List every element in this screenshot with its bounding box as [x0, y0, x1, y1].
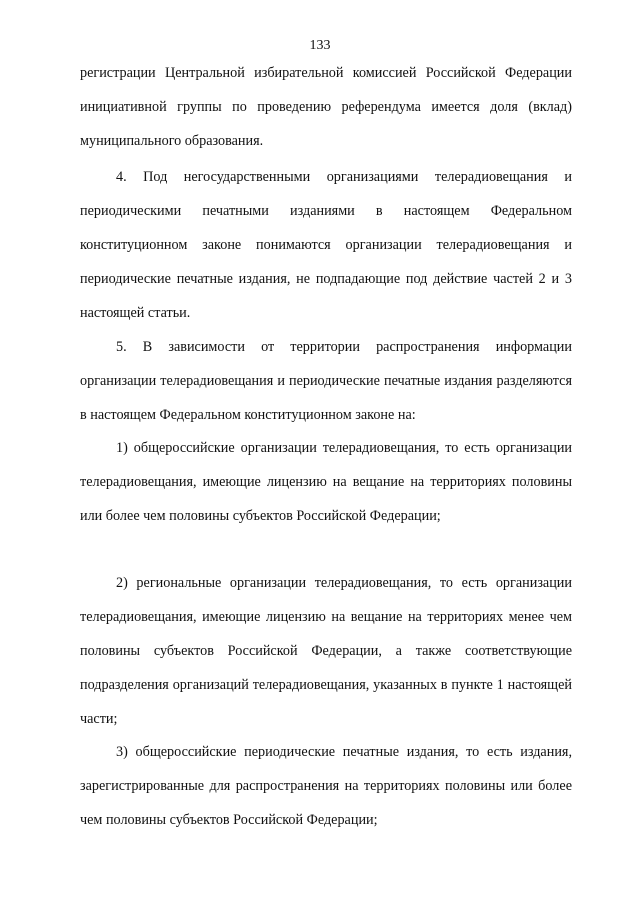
paragraph-text: 5. В зависимости от территории распространения информации организации телерадиовещания и периодические печатные издания разделяются в настоящем Федеральном конституционном законе на:: [80, 339, 572, 423]
paragraph-part-5: [80, 330, 572, 432]
paragraph-text: 1) общероссийские организации телерадиовещания, то есть организации телерадиовещания, имеющие лицензию на вещание на территориях половины или более чем половины субъектов Российской Федерации;: [80, 440, 572, 524]
paragraph-part-4: [80, 160, 572, 330]
list-item-2: [80, 566, 572, 736]
paragraph-text: 2) региональные организации телерадиовещания, то есть организации телерадиовещания, имеющие лицензию на вещание на территориях менее чем половины субъектов Российской Федерации, а также соответствующие подразделения организаций телерадиовещания, указанных в пункте 1 настоящей части;: [80, 575, 572, 727]
paragraph-continuation: [80, 56, 572, 158]
paragraph-text: 4. Под негосударственными организациями телерадиовещания и периодическими печатными изданиями в настоящем Федеральном конституционном законе понимаются организации телерадиовещания и периодические печатные издания, не подпадающие под действие частей 2 и 3 настоящей статьи.: [80, 169, 572, 321]
page-number: 133: [309, 38, 331, 53]
list-item-3: [80, 735, 572, 837]
paragraph-text: 3) общероссийские периодические печатные издания, то есть издания, зарегистрированные для распространения на территориях половины или более чем половины субъектов Российской Федерации;: [80, 744, 572, 828]
list-item-1: [80, 431, 572, 533]
paragraph-text: регистрации Центральной избирательной комиссией Российской Федерации инициативной группы по проведению референдума имеется доля (вклад) муниципального образования.: [80, 65, 572, 149]
